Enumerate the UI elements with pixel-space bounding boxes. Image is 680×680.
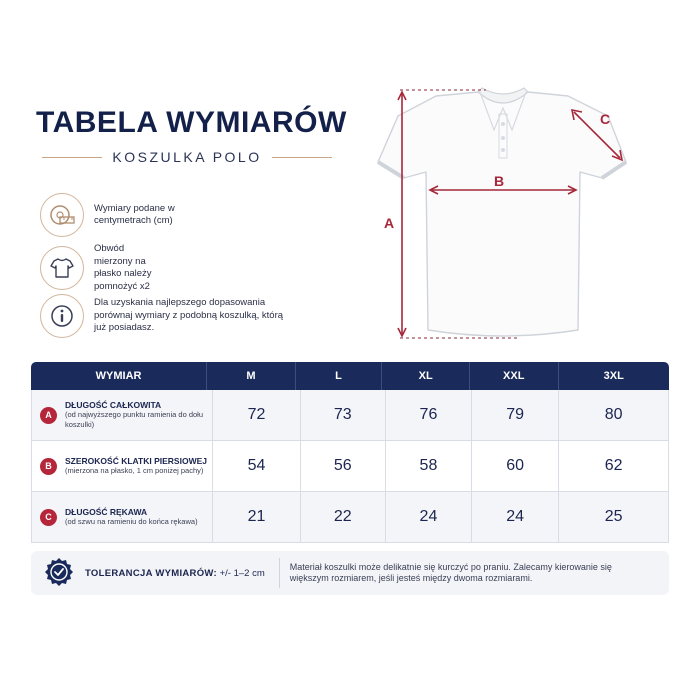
info-text: Dla uzyskania najlepszego dopasowania porównaj wymiary z podobną koszulką, którą już posiadasz.	[94, 297, 284, 334]
measure-name: DŁUGOŚĆ CAŁKOWITA	[65, 400, 162, 410]
info-item-fit-tip	[40, 294, 284, 338]
size-table	[31, 362, 669, 543]
care-note: Materiał koszulki może delikatnie się kurczyć po praniu. Zalecamy kierowanie się większym rozmiarem, jeśli jesteś między dwoma rozmiarami.	[289, 561, 612, 583]
shirt-body	[378, 92, 626, 336]
divider	[279, 558, 280, 588]
table-row	[31, 390, 669, 441]
polo-shirt-diagram	[368, 86, 638, 348]
value-cell: 58	[386, 441, 472, 491]
value-cell: 79	[472, 390, 559, 440]
value-cell: 22	[301, 492, 386, 542]
value-cell: 80	[604, 406, 623, 423]
table-row	[31, 492, 669, 543]
info-text: Wymiary podane w centymetrach (cm)	[94, 202, 175, 226]
value-cell: 24	[472, 492, 559, 542]
button-icon	[501, 122, 505, 126]
value-cell: 24	[386, 492, 472, 542]
table-header	[31, 362, 669, 390]
value-cell: 76	[386, 390, 472, 440]
header-cell: XL	[382, 362, 470, 390]
header-cell: XXL	[470, 362, 559, 390]
measure-desc: (od szwu na ramieniu do końca rękawa)	[65, 517, 198, 526]
value-cell: 54	[213, 441, 300, 491]
measure-cell	[32, 441, 213, 491]
badge-c: C	[40, 509, 57, 526]
header-cell: WYMIAR	[31, 362, 207, 390]
tolerance-label: TOLERANCJA WYMIARÓW:	[85, 567, 217, 579]
subtitle-row	[42, 148, 332, 166]
value-cell: 60	[472, 441, 559, 491]
measure-cell	[32, 390, 213, 440]
tolerance-text	[85, 568, 265, 579]
table-row	[31, 441, 669, 492]
label-b: B	[494, 173, 505, 189]
header-cell: 3XL	[603, 370, 624, 382]
measure-desc: (od najwyższego punktu ramienia do dołu koszulki)	[65, 410, 203, 429]
info-icon	[40, 294, 84, 338]
label-a: A	[384, 215, 395, 231]
measure-desc: (mierzona na płasko, 1 cm poniżej pachy)	[65, 466, 204, 475]
value-cell: 25	[604, 508, 623, 525]
tolerance-value: +/- 1–2 cm	[219, 567, 265, 579]
tape-measure-icon	[40, 193, 84, 237]
header-cell: M	[207, 362, 296, 390]
value-cell: 73	[301, 390, 386, 440]
label-c: C	[600, 111, 611, 127]
divider-left	[42, 157, 102, 158]
tshirt-icon	[40, 246, 84, 290]
badge-a: A	[40, 407, 57, 424]
page-subtitle: KOSZULKA POLO	[112, 149, 262, 165]
badge-b: B	[40, 458, 57, 475]
info-item-circumference	[40, 243, 164, 293]
value-cell: 56	[301, 441, 386, 491]
header-cell: L	[296, 362, 383, 390]
value-cell: 21	[213, 492, 300, 542]
measure-name: DŁUGOŚĆ RĘKAWA	[65, 507, 148, 517]
measure-name: SZEROKOŚĆ KLATKI PIERSIOWEJ	[65, 456, 207, 466]
page-title: TABELA WYMIARÓW	[36, 106, 347, 139]
measure-cell	[32, 492, 213, 542]
button-icon	[501, 148, 505, 152]
value-cell: 62	[604, 457, 623, 474]
value-cell: 72	[213, 390, 300, 440]
check-seal-icon	[43, 557, 75, 589]
tolerance-footer	[31, 551, 669, 595]
info-item-units	[40, 193, 214, 237]
button-icon	[501, 136, 505, 140]
divider-right	[272, 157, 332, 158]
info-text: Obwód mierzony na płasko należy pomnożyć x2	[94, 243, 152, 292]
